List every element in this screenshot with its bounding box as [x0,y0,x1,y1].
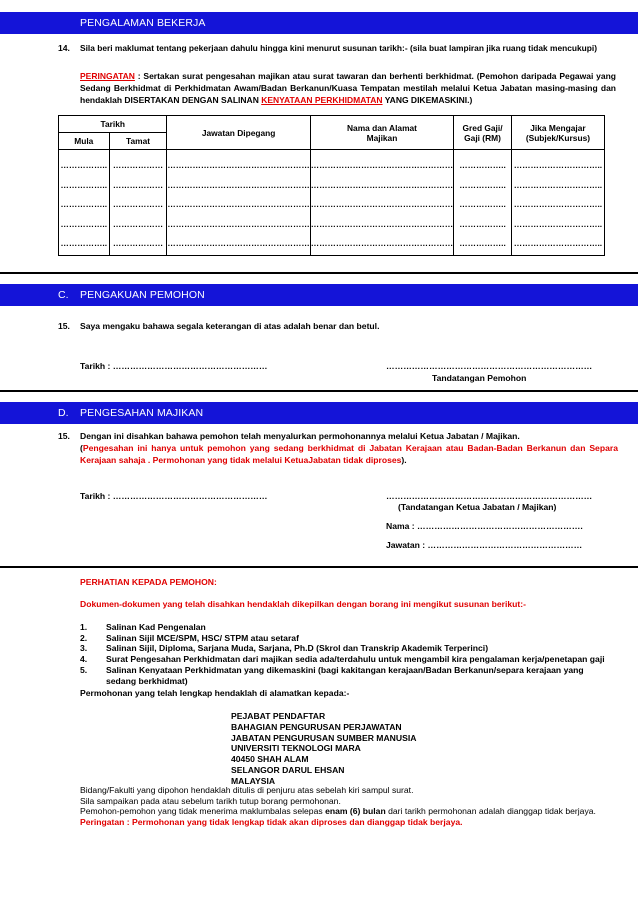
header-jawatan: Jawatan Dipegang [167,116,310,150]
section-d-header [0,402,638,424]
header-tarikh: Tarikh [59,116,167,133]
employer-signature-line[interactable]: ……………………………………………………………… [386,491,593,501]
employer-position-field[interactable]: Jawatan : ……………………………………………… [386,540,583,550]
q15-number: 15. [58,321,70,331]
employer-note: (Pengesahan ini hanya untuk pemohon yang sedang berkhidmat di Jabatan Kerajaan atau Badan-Badan Berkanun dan Separa Kerajaan sahaja . Permohonan yang tidak melalui KetuaJabatan tidak diproses). [80,443,618,465]
section-c-title: PENGAKUAN PEMOHON [80,289,205,301]
work-experience-table [58,115,605,256]
footer-note-1: Bidang/Fakulti yang dipohon hendaklah ditulis di penjuru atas sebelah kiri sampul surat. [80,785,414,795]
list-item: 2. Salinan Sijil MCE/SPM, HSC/ STPM atau setaraf [80,632,299,643]
notice-title: PERHATIAN KEPADA PEMOHON: [80,577,217,587]
section-d-letter: D. [58,407,69,419]
applicant-date-field[interactable]: Tarikh : ……………………………………………… [80,361,268,371]
q14-text: Sila beri maklumat tentang pekerjaan dahulu hingga kini menurut susunan tarikh:- (sila buat lampiran jika ruang tidak mencukupi) [80,43,598,53]
employer-signature-label: (Tandatangan Ketua Jabatan / Majikan) [398,502,557,512]
col-mula-entries[interactable]: …………….. …………….. …………….. …………….. …………….. [59,150,110,256]
q14-number: 14. [58,43,70,53]
col-gred-entries[interactable]: …………….. …………….. …………….. …………….. …………….. [454,150,512,256]
col-tamat-entries[interactable]: ……………… ……………… ……………… ……………… ……………… [109,150,167,256]
header-mengajar: Jika Mengajar (Subjek/Kursus) [511,116,604,150]
footer-note-2: Sila sampaikan pada atau sebelum tarikh tutup borang permohonan. [80,795,341,806]
declaration-text: Saya mengaku bahawa segala keterangan di atas adalah benar dan betul. [80,321,380,331]
employer-name-field[interactable]: Nama : …………………………………………………. [386,521,583,531]
footer-notes [80,785,620,827]
warning-paragraph [80,70,616,106]
address-intro: Permohonan yang telah lengkap hendaklah di alamatkan kepada:- [80,688,350,698]
warning-text-2: YANG DIKEMASKINI.) [382,95,473,105]
list-item: 5. Salinan Kenyataan Perkhidmatan yang dikemaskini (bagi kakitangan kerajaan/Badan Berkanun/separa kerajaan yang [80,664,584,675]
warning-text-1: : Sertakan surat pengesahan majikan atau surat tawaran dan berhenti berkhidmat. (Pemohon daripada Pegawai yang Sedang Berkhidmat di Perkhidmatan Awam/Badan Berkanun/Kuasa Tempatan mestilah melalui Ketua Jabatan masing-masing dan hendaklah DISERTAKAN DENGAN SALINAN [80,71,616,105]
col-mengajar-entries[interactable]: ………………………….. ………………………….. ………………………….. ………………………….. ………………………….. [511,150,604,256]
divider [0,272,638,274]
list-item: 1. Salinan Kad Pengenalan [80,622,206,632]
header-tamat: Tamat [109,133,167,150]
section-c-header [0,284,638,306]
col-majikan-entries[interactable]: …………………………………………… …………………………………………… …………………………………………… …………………………………………… …………………………………………… [310,150,453,256]
employer-note-red: Pengesahan ini hanya untuk pemohon yang sedang berkhidmat di Jabatan Kerajaan atau Badan-Badan Berkanun dan Separa Kerajaan sahaja . Permohonan yang tidak melalui KetuaJabatan tidak diproses [80,443,618,465]
list-item: sedang berkhidmat) [106,675,188,686]
header-gred: Gred Gaji/ Gaji (RM) [454,116,512,150]
divider [0,390,638,392]
mailing-address: PEJABAT PENDAFTAR BAHAGIAN PENGURUSAN PERJAWATAN JABATAN PENGURUSAN SUMBER MANUSIA UNIVERSITI TEKNOLOGI MARA 40450 SHAH ALAM SELANGOR DARUL EHSAN MALAYSIA [231,711,417,786]
section-d-title: PENGESAHAN MAJIKAN [80,407,204,419]
col-jawatan-entries[interactable]: …………………………………………… …………………………………………… …………………………………………… …………………………………………… …………………………………………… [167,150,310,256]
applicant-signature-label: Tandatangan Pemohon [432,373,527,383]
header-mula: Mula [59,133,110,150]
header-majikan: Nama dan Alamat Majikan [310,116,453,150]
divider [0,566,638,568]
employer-date-field[interactable]: Tarikh : ……………………………………………… [80,491,268,501]
section-b-title: PENGALAMAN BEKERJA [80,17,206,29]
warning-highlight: KENYATAAN PERKHIDMATAN [261,95,383,105]
document-list [80,622,620,686]
q15-d-number: 15. [58,431,70,441]
list-item: 4. Surat Pengesahan Perkhidmatan dari majikan sedia ada/terdahulu untuk mengambil kira pengalaman kerja/penetapan gaji [80,654,605,665]
warning-label: PERINGATAN [80,71,135,81]
footer-note-3: Pemohon-pemohon yang tidak menerima maklumbalas selepas enam (6) bulan dari tarikh permohonan adalah dianggap tidak berjaya. [80,806,596,817]
section-b-header [0,12,638,34]
section-c-letter: C. [58,289,69,301]
footer-warning: Peringatan : Permohonan yang tidak lengkap tidak akan diproses dan dianggap tidak berjaya. [80,816,463,827]
applicant-signature-line[interactable]: ……………………………………………………………… [386,361,593,371]
notice-intro: Dokumen-dokumen yang telah disahkan hendaklah dikepilkan dengan borang ini mengikut susunan berikut:- [80,599,526,609]
list-item: 3. Salinan Sijil, Diploma, Sarjana Muda, Sarjana, Ph.D (Skrol dan Transkrip Akademik Terperinci) [80,643,489,654]
employer-confirmation-text: Dengan ini disahkan bahawa pemohon telah menyalurkan permohonannya melalui Ketua Jabatan / Majikan. [80,431,520,441]
